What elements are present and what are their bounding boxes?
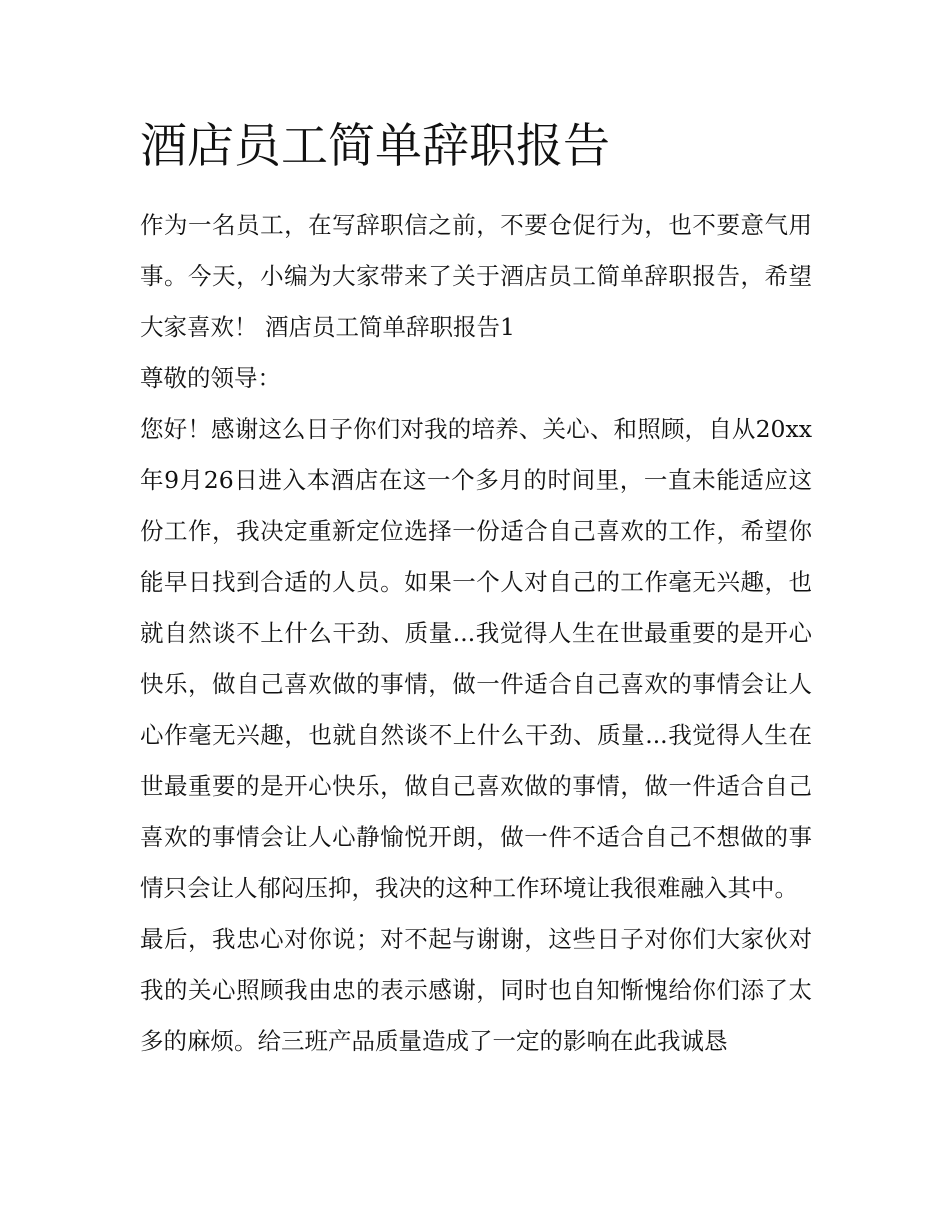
document-title: 酒店员工简单辞职报告 [140, 119, 610, 174]
document-body [140, 112, 812, 1067]
salutation: 尊敬的领导： [140, 364, 281, 392]
body-paragraph: 您好！感谢这么日子你们对我的培养、关心、和照顾，自从20xx年9月26日进入本酒店在这一个多月的时间里，一直未能适应这份工作，我决定重新定位选择一份适合自己喜欢的工作，希望你能早日找到合适的人员。如果一个人对自己的工作毫无兴趣，也就自然谈不上什么干劲、质量...我觉得人生在世最重要的是开心快乐，做自己喜欢做的事情，做一件适合自己喜欢的事情会让人心作毫无兴趣，也就自然谈不上什么干劲、质量...我觉得人生在世最重要的是开心快乐，做自己喜欢做的事情，做一件适合自己喜欢的事情会让人心静愉悦开朗，做一件不适合自己不想做的事情只会让人郁闷压抑，我决的这种工作环境让我很难融入其中。 [140, 415, 812, 902]
closing-paragraph: 最后，我忠心对你说；对不起与谢谢，这些日子对你们大家伙对我的关心照顾我由忠的表示感谢，同时也自知惭愧给你们添了太多的麻烦。给三班产品质量造成了一定的影响在此我诚恳 [140, 925, 812, 1055]
intro-paragraph: 作为一名员工，在写辞职信之前，不要仓促行为，也不要意气用事。今天，小编为大家带来了关于酒店员工简单辞职报告，希望大家喜欢！ 酒店员工简单辞职报告1 [140, 211, 812, 341]
